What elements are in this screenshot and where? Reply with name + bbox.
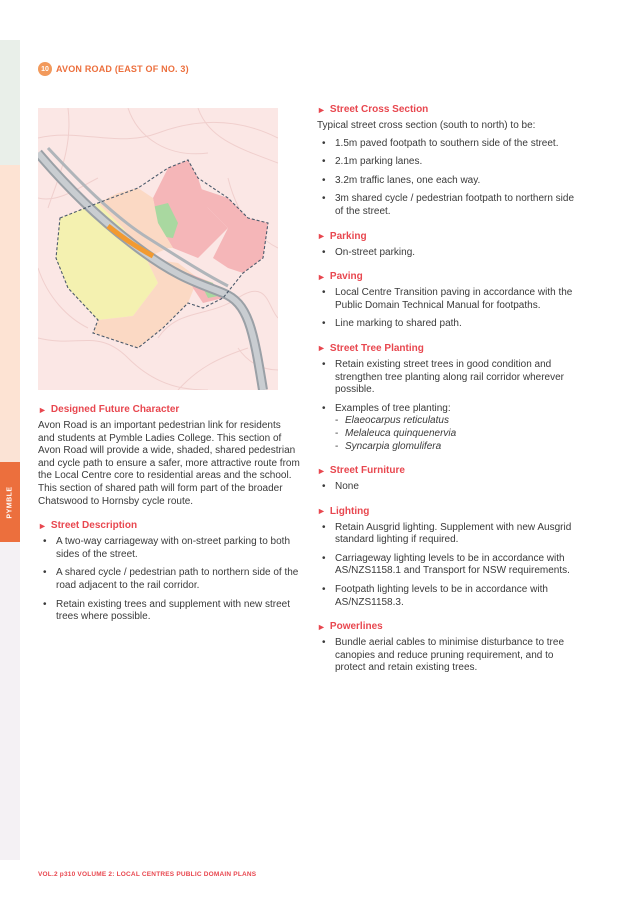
species-item	[335, 428, 575, 441]
bullet-icon: •	[322, 358, 326, 370]
section-heading-text: Designed Future Character	[50, 404, 180, 415]
arrow-right-icon: ►	[317, 271, 326, 282]
list-item-text: 1.5m paved footpath to southern side of the street.	[335, 137, 559, 149]
paving-section	[317, 271, 575, 331]
list-item	[38, 567, 300, 592]
bullet-icon: •	[43, 567, 47, 579]
list-item	[317, 637, 575, 675]
page-title: AVON ROAD (EAST OF NO. 3)	[56, 64, 189, 74]
section-heading-text: Street Description	[50, 520, 138, 532]
dash-icon: -	[335, 427, 339, 439]
list-item-text: 3m shared cycle / pedestrian footpath to northern side of the street.	[335, 193, 575, 217]
powerlines-section	[317, 621, 575, 675]
section-heading	[317, 465, 575, 476]
site-map-icon	[38, 108, 278, 390]
bullet-icon: •	[322, 137, 326, 149]
list-item-text: Retain Ausgrid lighting. Supplement with new Ausgrid standard lighting if required.	[335, 521, 572, 546]
section-heading-text: Lighting	[329, 505, 370, 517]
list-item	[317, 156, 575, 169]
parking-section	[317, 231, 575, 260]
species-name: Syncarpia glomulifera	[345, 440, 442, 452]
bullet-icon: •	[322, 174, 326, 186]
list-item-text: Footpath lighting levels to be in accordance with AS/NZS1158.3.	[335, 584, 548, 608]
species-list	[335, 415, 575, 453]
bullet-list	[317, 138, 575, 219]
section-heading	[317, 506, 575, 517]
list-item-text: Line marking to shared path.	[335, 318, 462, 330]
arrow-right-icon: ►	[317, 231, 326, 242]
list-item	[317, 193, 575, 218]
strip-segment	[0, 165, 20, 420]
section-edge-strip	[0, 40, 20, 860]
section-lead: Typical street cross section (south to north) to be:	[317, 120, 536, 131]
list-item-text: Carriageway lighting levels to be in accordance with AS/NZS1158.1 and Transport for NSW requirements.	[335, 552, 570, 577]
bullet-icon: •	[322, 481, 326, 493]
bullet-list	[317, 359, 575, 453]
bullet-icon: •	[322, 637, 326, 649]
bullet-icon: •	[322, 402, 326, 414]
designed-future-character-section	[38, 404, 300, 508]
bullet-icon: •	[322, 584, 326, 596]
species-item	[335, 415, 575, 428]
dash-icon: -	[335, 440, 339, 452]
section-heading-text: Powerlines	[329, 621, 383, 633]
street-cross-section-section	[317, 104, 575, 219]
lighting-section	[317, 506, 575, 610]
species-name: Elaeocarpus reticulatus	[345, 415, 449, 427]
list-item	[317, 359, 575, 397]
list-item	[317, 481, 575, 494]
section-heading	[317, 104, 575, 115]
bullet-icon: •	[322, 318, 326, 330]
list-item	[317, 522, 575, 547]
arrow-right-icon: ►	[317, 343, 326, 354]
list-item	[317, 138, 575, 151]
list-item-text: Local Centre Transition paving in accordance with the Public Domain Technical Manual for footpaths.	[335, 287, 573, 311]
arrow-right-icon: ►	[317, 506, 326, 517]
section-heading-text: Paving	[329, 271, 363, 283]
list-item-text: 2.1m parking lanes.	[335, 156, 423, 168]
bullet-list	[38, 536, 300, 624]
bullet-icon: •	[43, 536, 47, 548]
list-item	[38, 536, 300, 561]
arrow-right-icon: ►	[317, 465, 326, 476]
list-item	[317, 287, 575, 312]
arrow-right-icon: ►	[38, 520, 47, 531]
list-item	[317, 318, 575, 331]
list-item	[38, 599, 300, 624]
section-heading	[38, 520, 300, 531]
list-item-text: Retain existing street trees in good condition and strengthen tree planting along rail corridor wherever possible.	[335, 358, 565, 396]
list-item	[317, 553, 575, 578]
arrow-right-icon: ►	[38, 404, 47, 415]
bullet-icon: •	[322, 156, 326, 168]
list-item-text: A two-way carriageway with on-street parking to both sides of the street.	[56, 536, 290, 560]
list-item-text: 3.2m traffic lanes, one each way.	[335, 174, 481, 186]
bullet-icon: •	[322, 193, 326, 205]
page-footer: VOL.2 p310 VOLUME 2: LOCAL CENTRES PUBLIC DOMAIN PLANS	[38, 871, 257, 878]
section-heading-text: Parking	[329, 230, 367, 242]
section-heading-text: Street Cross Section	[329, 104, 429, 115]
right-column	[317, 104, 575, 687]
strip-label	[0, 462, 20, 542]
bullet-list	[317, 522, 575, 610]
strip-segment	[0, 420, 20, 462]
list-item	[317, 584, 575, 609]
list-item-text: None	[335, 481, 359, 493]
section-heading	[38, 404, 300, 415]
list-item-text: A shared cycle / pedestrian path to northern side of the road adjacent to the rail corridor.	[56, 567, 299, 591]
section-paragraph: Avon Road is an important pedestrian link for residents and students at Pymble Ladies College. This section of Avon Road will provide a wide, shaded, shared pedestrian and cycle path to ensure a safer, more attractive route from the Local Centre core to residential areas and the school. This section of shared path will form part of the broader Chatswood to Hornsby cycle route.	[38, 420, 300, 507]
strip-segment	[0, 40, 20, 165]
species-name: Melaleuca quinquenervia	[345, 427, 457, 439]
bullet-list	[317, 247, 575, 260]
list-item-text: Examples of tree planting:	[335, 402, 451, 414]
section-heading-text: Street Tree Planting	[329, 342, 424, 354]
bullet-list	[317, 287, 575, 331]
page-header	[38, 62, 189, 76]
dash-icon: -	[335, 415, 339, 427]
section-heading	[317, 271, 575, 282]
bullet-icon: •	[322, 287, 326, 299]
strip-segment	[0, 542, 20, 860]
list-item	[317, 175, 575, 188]
list-item	[317, 403, 575, 453]
strip-label-text: PYMBLE	[6, 485, 14, 519]
street-description-section	[38, 520, 300, 624]
bullet-icon: •	[43, 598, 47, 610]
bullet-list	[317, 481, 575, 494]
bullet-icon: •	[322, 521, 326, 533]
arrow-right-icon: ►	[317, 621, 326, 632]
list-item-text: On-street parking.	[335, 246, 416, 258]
bullet-icon: •	[322, 246, 326, 258]
street-furniture-section	[317, 465, 575, 494]
list-item	[317, 247, 575, 260]
section-heading	[317, 231, 575, 242]
section-heading	[317, 343, 575, 354]
list-item-text: Retain existing trees and supplement with new street trees where possible.	[56, 598, 291, 623]
bullet-icon: •	[322, 552, 326, 564]
list-item-text: Bundle aerial cables to minimise disturbance to tree canopies and reduce pruning requirement, and to protect and retain existing trees.	[335, 637, 565, 674]
bullet-list	[317, 637, 575, 675]
site-map	[38, 108, 278, 390]
arrow-right-icon: ►	[317, 104, 326, 115]
section-number-badge: 10	[38, 62, 52, 76]
species-item	[335, 441, 575, 454]
left-column	[38, 404, 300, 636]
section-heading-text: Street Furniture	[329, 465, 405, 477]
street-tree-planting-section	[317, 343, 575, 453]
section-heading	[317, 621, 575, 632]
